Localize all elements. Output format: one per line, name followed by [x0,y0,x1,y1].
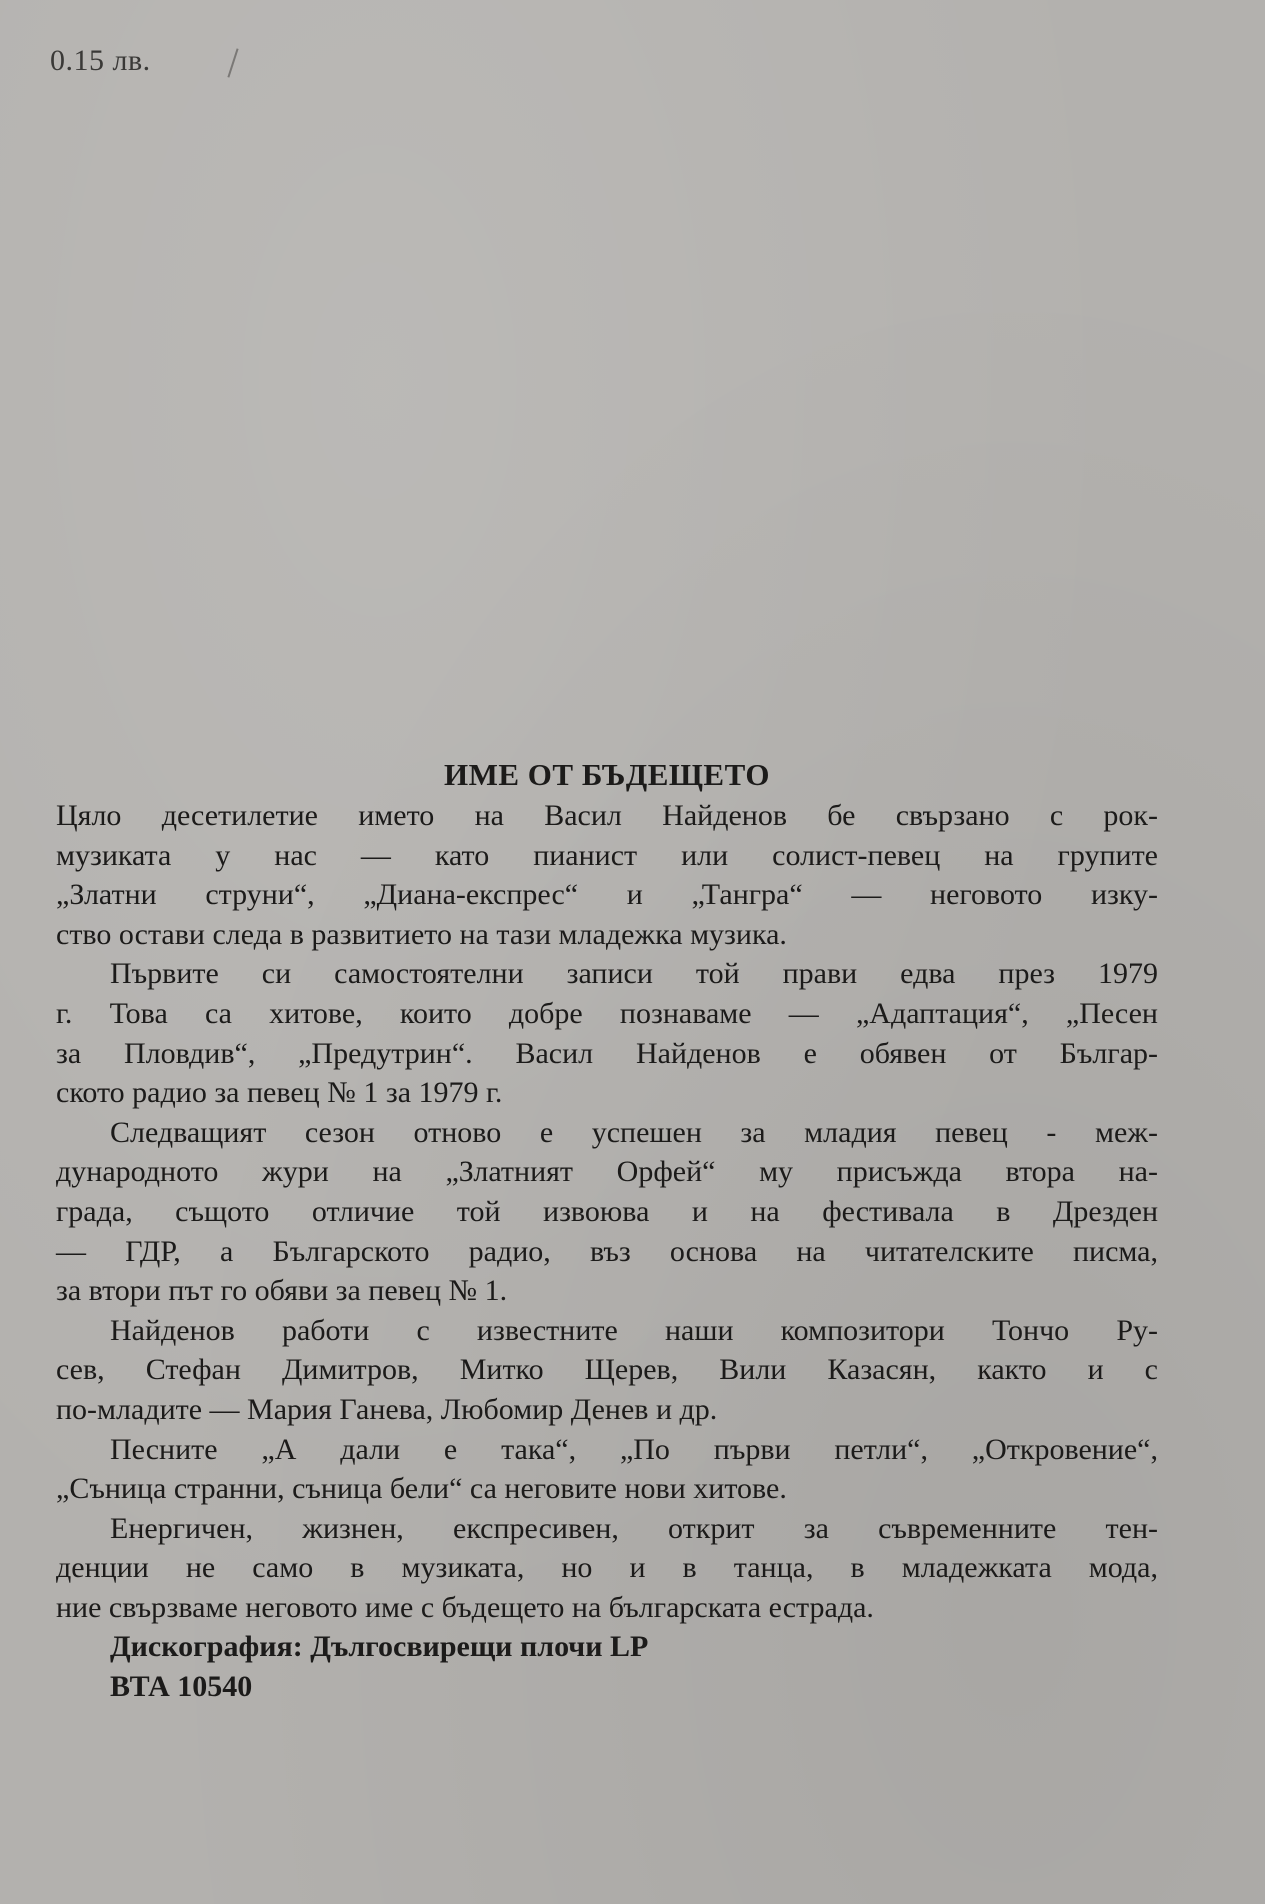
paragraph-line: — ГДР, а Българското радио, въз основа на читателските писма, [56,1234,1158,1268]
paragraph [56,1113,1158,1311]
paragraph-line: сев, Стефан Димитров, Митко Щерев, Вили Казасян, както и с [56,1353,1158,1387]
paragraph [56,1509,1158,1628]
paragraph [56,1311,1158,1430]
paragraph-line: г. Това са хитове, които добре познаваме — „Адаптация“, „Песен [56,996,1158,1030]
paragraph [56,954,1158,1112]
paragraph-line: за Пловдив“, „Предутрин“. Васил Найденов е обявен от Българ- [56,1036,1158,1070]
discography-heading: Дискография: Дългосвирещи плочи LP [110,1630,649,1664]
paragraph [56,1430,1158,1509]
paragraph-line: музиката у нас — като пианист или солист-певец на групите [56,838,1158,872]
pencil-mark [227,48,238,77]
paragraph-line: ското радио за певец № 1 за 1979 г. [56,1076,503,1110]
paragraph-line: за втори път го обяви за певец № 1. [56,1274,508,1308]
paragraph-line: града, същото отличие той извоюва и на фестивала в Дрезден [56,1194,1158,1228]
price-label: 0.15 лв. [50,44,151,77]
paragraph-line: по-младите — Мария Ганева, Любомир Денев и др. [56,1392,718,1426]
article [56,756,1158,1707]
paragraph-line: Цяло десетилетие името на Васил Найденов бе свързано с рок- [56,799,1158,832]
paragraph [56,796,1158,954]
paragraph-line: „Съница странни, съница бели“ са неговите нови хитове. [56,1472,787,1506]
paragraph-line: денции не само в музиката, но и в танца, в младежката мода, [56,1551,1158,1585]
article-title: ИМЕ ОТ БЪДЕЩЕТО [444,757,770,792]
paragraph-line: Енергичен, жизнен, експресивен, открит за съвременните тен- [110,1511,1158,1545]
paragraph-line: „Златни струни“, „Диана-експрес“ и „Тангра“ — неговото изку- [56,878,1158,912]
paragraph-line: Първите си самостоятелни записи той прави едва през 1979 [110,957,1158,991]
discography-catalog-number: ВТА 10540 [110,1670,253,1704]
paragraph-line: ство остави следа в развитието на тази младежка музика. [56,917,787,951]
paragraph-line: дународното жури на „Златният Орфей“ му присъжда втора на- [56,1155,1158,1189]
paragraph-line: Найденов работи с известните наши композитори Тончо Ру- [110,1313,1158,1347]
paragraph-line: Следващият сезон отново е успешен за младия певец - меж- [110,1115,1158,1149]
paragraph-line: Песните „А дали е така“, „По първи петли“, „Откровение“, [110,1432,1158,1466]
paragraph-line: ние свързваме неговото име с бъдещето на българската естрада. [56,1590,874,1624]
article-body [56,796,1158,1627]
